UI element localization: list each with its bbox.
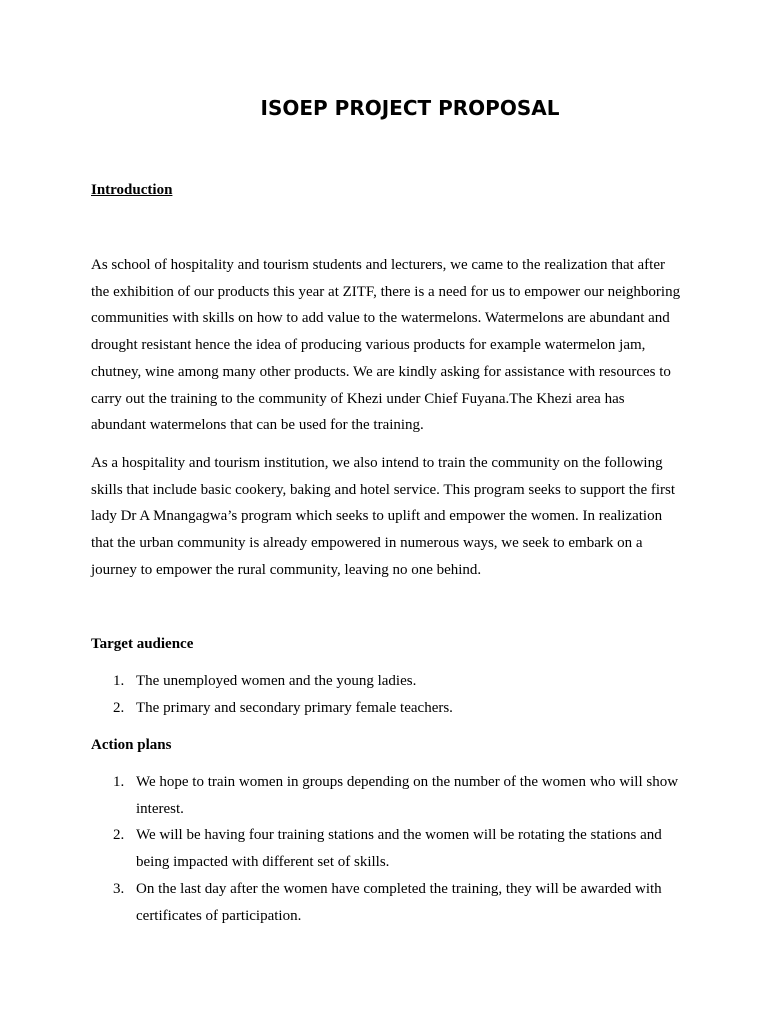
list-item-number: 2. [113,699,125,716]
list-item-text: The unemployed women and the young ladies. [136,673,417,689]
list-item-text: The primary and secondary primary female teachers. [136,699,453,716]
document-title: ISOEP PROJECT PROPOSAL [260,96,560,120]
introduction-paragraph-1: As school of hospitality and tourism students and lecturers, we came to the realization that after the exhibition of our products this year at ZITF, there is a need for us to empower our neighboring communities with skills on how to add value to the watermelons. Watermelons are abundant and drought resistant hence the idea of producing various products for example watermelon jam, chutney, wine among many other products. We are kindly asking for assistance with resources to carry out the training to the community of Khezi under Chief Fuyana.The Khezi area has abundant watermelons that can be used for the training. [91,257,681,434]
introduction-paragraph-2: As a hospitality and tourism institution, we also intend to train the community on the following skills that include basic cookery, baking and hotel service. This program seeks to support the first lady Dr A Mnangagwa’s program which seeks to uplift and empower the women. In realization that the urban community is already empowered in numerous ways, we seek to embark on a journey to empower the rural community, leaving no one behind. [91,455,676,578]
list-item [91,668,681,695]
list-item-text: On the last day after the women have completed the training, they will be awarded with certificates of participation. [136,880,662,924]
list-item-number: 2. [113,827,125,844]
list-item-text: We will be having four training stations and the women will be rotating the stations and being impacted with different set of skills. [136,827,662,871]
list-item [91,822,681,875]
list-item-number: 3. [113,880,125,897]
action-plans-list [91,769,681,929]
list-item-number: 1. [113,774,125,790]
list-item-number: 1. [113,673,125,689]
list-item [91,769,681,822]
list-item-text: We hope to train women in groups depending on the number of the women who will show interest. [136,774,679,817]
introduction-heading: Introduction [91,182,173,198]
list-item [91,876,681,929]
action-plans-heading: Action plans [91,737,172,753]
list-item [91,695,681,722]
target-audience-heading: Target audience [91,636,194,652]
target-audience-list [91,668,681,721]
